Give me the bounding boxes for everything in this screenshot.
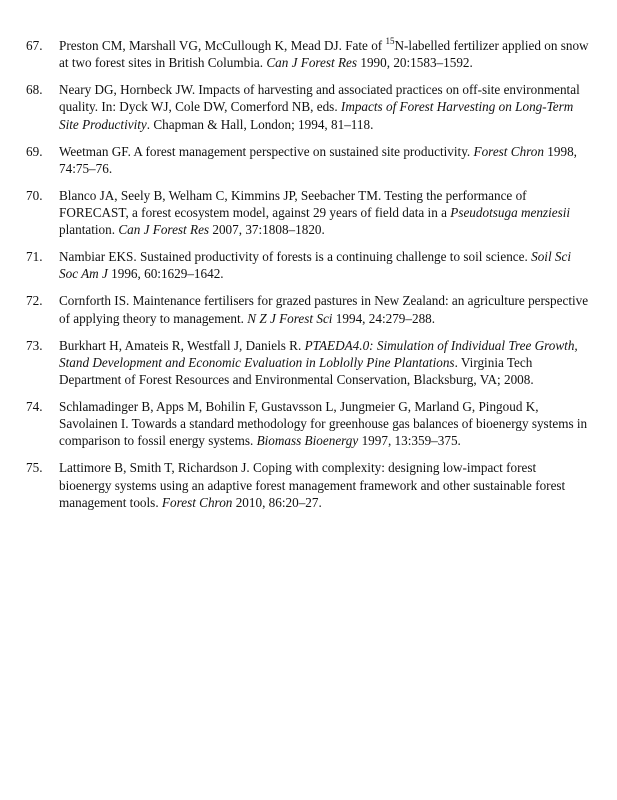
reference-number: 72.	[26, 293, 43, 309]
reference-item	[0, 143, 590, 177]
reference-item	[0, 459, 590, 511]
reference-number: 74.	[26, 399, 43, 415]
journal-or-title-italic: PTAEDA4.0: Simulation of Individual Tree Growth, Stand Development and Economic Evaluation in Loblolly Pine Plantations	[59, 337, 578, 370]
reference-number: 71.	[26, 249, 43, 265]
reference-number: 67.	[26, 38, 43, 53]
reference-item	[0, 398, 590, 450]
journal-or-title-italic: Impacts of Forest Harvesting on Long-Term Site Productivity	[59, 99, 574, 132]
reference-item	[0, 37, 590, 71]
reference-number: 73.	[26, 337, 43, 353]
reference-text-segment: 1997, 13:359–375.	[358, 433, 461, 449]
reference-item	[0, 81, 590, 133]
journal-or-title-italic: N Z J Forest Sci	[247, 310, 333, 326]
reference-text	[59, 248, 590, 282]
reference-text-segment: Burkhart H, Amateis R, Westfall J, Daniels R.	[59, 337, 305, 353]
reference-text	[59, 459, 590, 511]
reference-item	[0, 187, 590, 239]
reference-text-segment: Neary DG, Hornbeck JW. Impacts of harvesting and associated practices on off-site environmental quality. In: Dyck WJ, Cole DW, Comerford NB, eds.	[59, 82, 580, 115]
reference-list	[0, 37, 590, 521]
reference-text-segment: 1990, 20:1583–1592.	[357, 55, 473, 71]
reference-text-segment: 1994, 24:279–288.	[332, 310, 436, 326]
reference-text	[59, 187, 590, 239]
reference-text-segment: 2010, 86:20–27.	[232, 494, 322, 510]
reference-text-segment: Preston CM, Marshall VG, McCullough K, Mead DJ. Fate of	[59, 38, 386, 53]
reference-text-segment: 1998, 74:75–76.	[59, 143, 577, 176]
journal-or-title-italic: Forest Chron	[161, 494, 233, 510]
reference-text-segment: Nambiar EKS. Sustained productivity of forests is a continuing challenge to soil science.	[59, 249, 532, 265]
reference-item	[0, 248, 590, 282]
reference-text	[59, 81, 590, 133]
journal-or-title-italic: Soil Sci Soc Am J	[59, 249, 572, 282]
reference-number: 68.	[26, 82, 43, 98]
reference-text-segment: N-labelled fertilizer applied on snow at two forest sites in British Columbia.	[59, 38, 589, 71]
reference-text	[59, 292, 590, 326]
reference-text-segment: plantation.	[59, 222, 119, 238]
reference-text-segment: Schlamadinger B, Apps M, Bohilin F, Gustavsson L, Jungmeier G, Marland G, Pingoud K, Savolainen I. Towards a standard methodology for greenhouse gas balances of bioenergy systems in comparison to fossil energy systems.	[59, 399, 588, 449]
reference-number: 70.	[26, 187, 43, 203]
reference-number: 75.	[26, 460, 43, 476]
reference-text-segment: . Virginia Tech Department of Forest Resources and Environmental Conservation, Blacksburg, VA; 2008.	[59, 354, 534, 388]
reference-text	[59, 398, 590, 450]
reference-text	[59, 337, 590, 389]
reference-text-segment: 2007, 37:1808–1820.	[209, 222, 325, 238]
reference-text-segment: 1996, 60:1629–1642.	[107, 266, 224, 282]
journal-or-title-italic: Can J Forest Res	[266, 55, 358, 71]
reference-text-segment: Cornforth IS. Maintenance fertilisers for grazed pastures in New Zealand: an agriculture perspective of applying theory to management.	[59, 293, 589, 326]
reference-item	[0, 337, 590, 389]
reference-text-segment: Lattimore B, Smith T, Richardson J. Coping with complexity: designing low-impact forest bioenergy systems using an adaptive forest management framework and other sustainable forest management tools.	[59, 460, 566, 510]
journal-or-title-italic: Biomass Bioenergy	[256, 433, 359, 449]
reference-text	[59, 143, 590, 177]
reference-item	[0, 292, 590, 326]
reference-number: 69.	[26, 143, 43, 159]
reference-text-segment: . Chapman & Hall, London; 1994, 81–118.	[146, 116, 374, 132]
journal-or-title-italic: Can J Forest Res	[118, 222, 210, 238]
journal-or-title-italic: Forest Chron	[473, 143, 544, 159]
reference-text-segment: Weetman GF. A forest management perspective on sustained site productivity.	[59, 143, 474, 159]
journal-or-title-italic: Pseudotsuga menziesii	[450, 205, 571, 221]
superscript-text: 15	[385, 35, 395, 46]
reference-text	[59, 37, 590, 71]
reference-text-segment: Blanco JA, Seely B, Welham C, Kimmins JP, Seebacher TM. Testing the performance of FORECAST, a forest ecosystem model, against 29 years of field data in a	[59, 187, 527, 221]
